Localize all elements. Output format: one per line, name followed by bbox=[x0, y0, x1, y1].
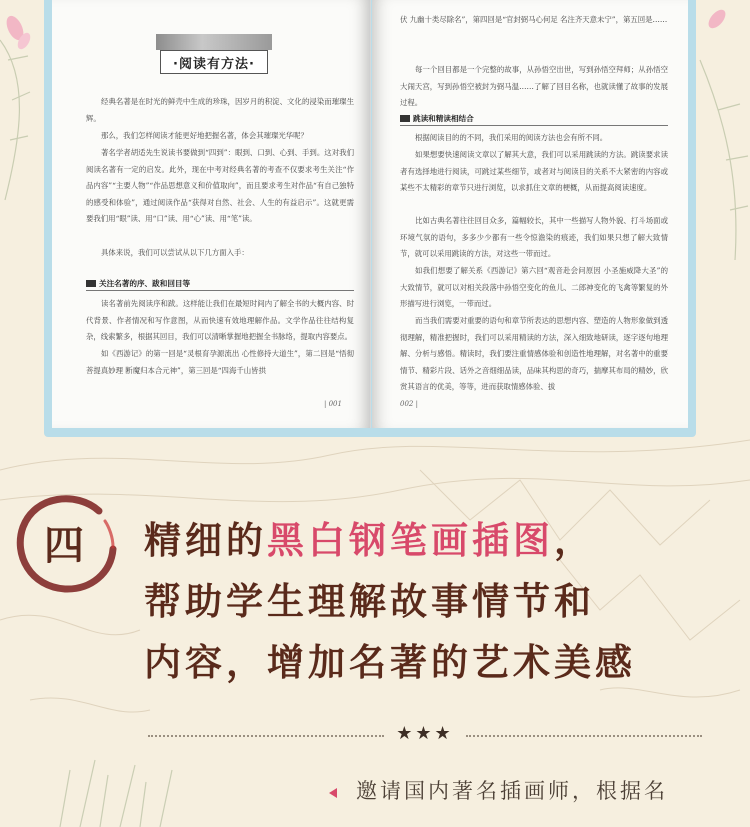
headline-line-3: 内容，增加名著的艺术美感 bbox=[144, 641, 636, 684]
intro-paragraph: 那么，我们怎样阅读才能更好地把握名著，体会其璀璨光华呢？ bbox=[101, 131, 308, 140]
section-paragraph: 如《西游记》的第一回是“灵根育孕源流出 心性修持大道生”，第二回是“悟彻菩提真妙理 断魔归本合元神”，第三回是“四海千山皆拱 bbox=[86, 349, 354, 375]
section-divider bbox=[400, 125, 668, 126]
intro-paragraph: 经典名著是在时光的鲜壳中生成的珍珠，因岁月的积淀、文化的浸染而璀璨生辉。 bbox=[86, 97, 354, 123]
caption-text: 邀请国内著名插画师，根据名 bbox=[356, 779, 668, 803]
headline-line-1 bbox=[144, 519, 595, 563]
section-number: 四 bbox=[44, 523, 84, 569]
open-book bbox=[44, 0, 696, 437]
chapter-heading bbox=[156, 34, 272, 74]
intro-paragraph: 著名学者胡适先生说读书要做到“四到”：眼到、口到、心到、手到。这对我们阅读名著有一定的启发。此外，现在中考对经典名著的考查不仅要求考生关注“作品内容”“主要人物”“作品思想意义和价值取向”，而且要求考生对作品“有自己独特的感受和体验”，通过阅读作品“获得对自然、社会、人生的有益启示”。这就更需要我们用“眼”读、用“口”读、用“心”读、用“笔”读。 bbox=[86, 148, 354, 224]
intro-paragraph: 具体来说，我们可以尝试从以下几方面入手： bbox=[101, 248, 249, 257]
chapter-title: ·阅读有方法· bbox=[160, 50, 268, 74]
headline-line-2: 帮助学生理解故事情节和 bbox=[144, 580, 595, 623]
section-marker-icon bbox=[400, 115, 410, 122]
section-heading bbox=[400, 113, 474, 124]
section-heading bbox=[86, 278, 190, 289]
right-page bbox=[372, 0, 688, 428]
section-paragraph: 读名著前先阅读序和跋。这样能让我们在最短时间内了解全书的大概内容、时代背景、作者情况和写作意图，从而快速有效地理解作品。文学作品往往结构复杂，线索繁多，根据其回目，我们可以清晰掌握地把握全书脉络，提取内容要点。 bbox=[86, 299, 354, 342]
body-paragraph: 每一个回目都是一个完整的故事，从孙悟空出世，写到孙悟空拜师；从孙悟空大闹天宫，写到孙悟空被封为弼马温……了解了回目名称，也就读懂了故事的发展过程。 bbox=[400, 65, 668, 108]
headline-prefix: 精细的 bbox=[144, 519, 267, 562]
section-paragraph: 如我们想要了解关系《西游记》第六回“观音赴会问原因 小圣施威降大圣”的大致情节，就可以对相关段落中孙悟空变化的鱼儿、二郎神变化的飞禽等繁复的外形描写进行浏览，一带而过。 bbox=[400, 266, 668, 309]
star-ornament: ★★★ bbox=[396, 723, 454, 744]
section-paragraph: 根据阅读目的的不同，我们采用的阅读方法也会有所不同。 bbox=[415, 133, 608, 142]
body-paragraph: 伏 九幽十类尽除名”，第四回是“官封弼马心何足 名注齐天意未宁”，第五回是…… bbox=[400, 15, 668, 24]
dotted-divider-left bbox=[148, 735, 384, 737]
section-heading-text: 跳读和精读相结合 bbox=[413, 114, 474, 123]
section-marker-icon bbox=[86, 280, 96, 287]
dotted-divider-right bbox=[466, 735, 702, 737]
petal-decoration bbox=[14, 28, 34, 54]
section-heading-text: 关注名著的序、跋和回目等 bbox=[99, 279, 191, 288]
triangle-left-icon bbox=[329, 788, 337, 798]
petal-decoration bbox=[702, 4, 732, 34]
left-page bbox=[52, 0, 371, 428]
chapter-banner bbox=[156, 34, 272, 50]
page-number: 002 | bbox=[400, 400, 418, 408]
page-number: | 001 bbox=[324, 400, 342, 408]
section-paragraph: 如果想要快速阅读文章以了解其大意，我们可以采用跳读的方法。跳读要求读者有选择地进行阅读，可跳过某些细节，或者对与阅读目的关系不大紧密的内容或某些不太精彩的章节只进行浏览，以求抓住文章的梗概，从而提高阅读速度。 bbox=[400, 150, 668, 193]
section-divider bbox=[86, 290, 354, 291]
section-paragraph: 而当我们需要对重要的语句和章节所表达的思想内容、塑造的人物形象做到透彻理解，精准把握时，我们可以采用精读的方法，深入细致地研读，逐字逐句地理解、分析与感悟。精读时，我们要注重情感体验和创造性地理解，对名著中的重要情节、精彩片段、话外之音细细品读，品味其构思的奇巧，揣摩其布局的精妙，欣赏其语言的优美，等等，进而获取情感体验、拔 bbox=[400, 316, 668, 392]
headline-suffix: ， bbox=[554, 519, 595, 562]
section-paragraph: 比如古典名著往往回目众多，篇幅较长，其中一些描写人物外貌、打斗场面或环境气氛的语句，多多少少都有一些令惊澹染的痕迹，我们如果只想了解大致情节，就可以采用跳读的方法，对这些一带而过。 bbox=[400, 216, 668, 259]
headline-accent: 黑白钢笔画插图 bbox=[267, 519, 554, 562]
